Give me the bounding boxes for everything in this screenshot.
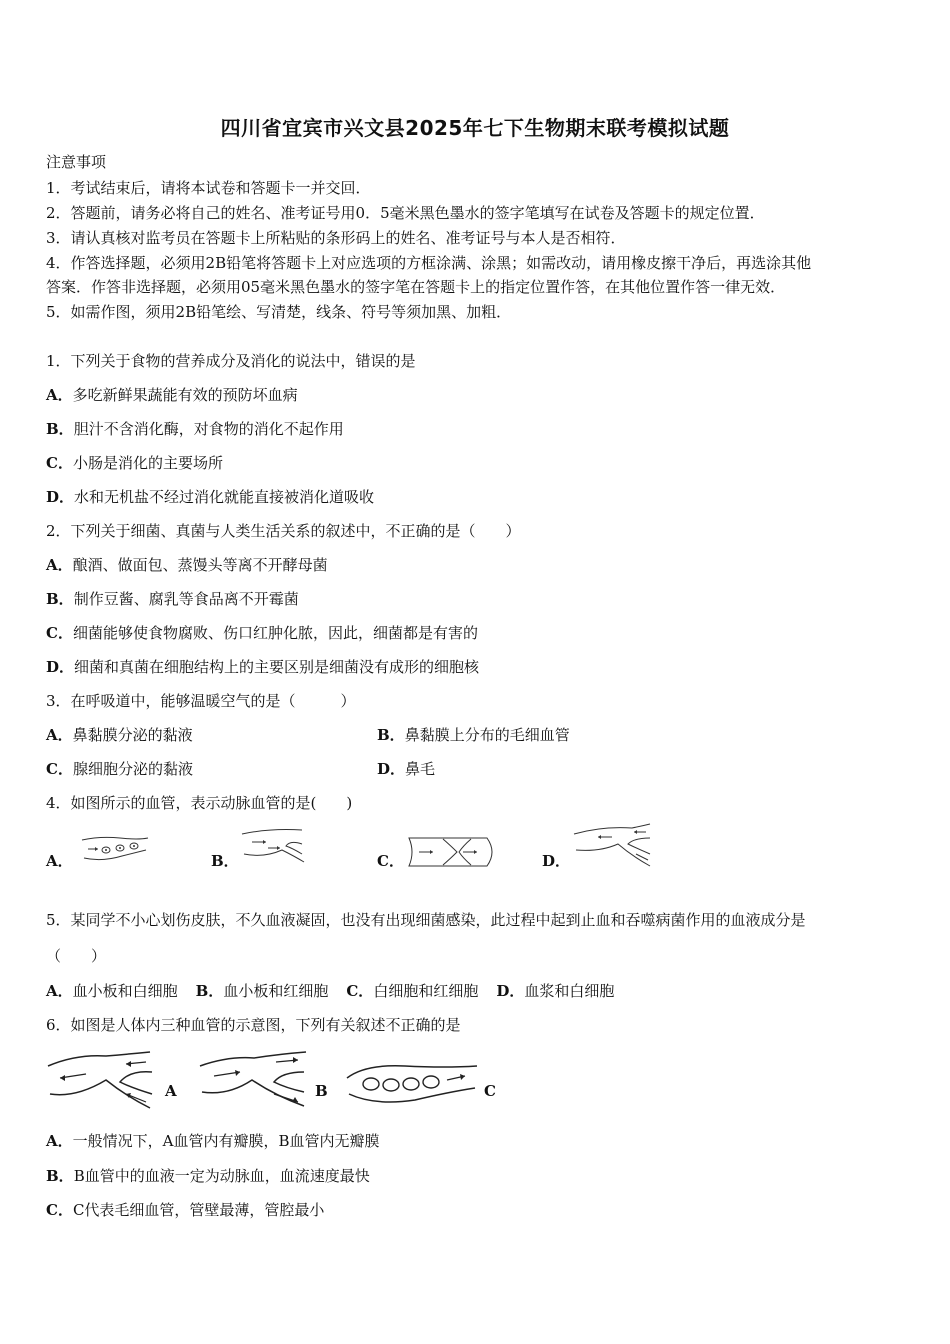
q4-option-b-label: B． xyxy=(211,852,239,870)
q5-stem: 5．某同学不小心划伤皮肤，不久血液凝固，也没有出现细菌感染，此过程中起到止血和吞噬病菌作用的血液成分是 xyxy=(46,911,806,929)
option-label: A． xyxy=(46,1132,73,1150)
option-text: 水和无机盐不经过消化就能直接被消化道吸收 xyxy=(74,488,375,506)
option-text: 细菌能够使食物腐败、伤口红肿化脓，因此，细菌都是有害的 xyxy=(72,624,478,642)
option-text: C代表毛细血管，管壁最薄，管腔最小 xyxy=(72,1201,325,1219)
q2-option-d xyxy=(46,657,479,677)
option-label: C． xyxy=(46,760,73,778)
option-label: C． xyxy=(346,982,374,1000)
option-label: D． xyxy=(377,760,406,778)
notice-item-4: 4．作答选择题，必须用2B铅笔将答题卡上对应选项的方框涂满、涂黑；如需改动，请用橡皮擦干净后，再选涂其他 xyxy=(46,254,812,272)
option-text: 血浆和白细胞 xyxy=(524,982,615,1000)
option-label: C． xyxy=(46,1201,73,1219)
notice-item-4-cont: 答案．作答非选择题，必须用05毫米黑色墨水的签字笔在答题卡上的指定位置作答，在其他位置作答一律无效． xyxy=(46,278,786,296)
q1-option-b xyxy=(46,419,344,439)
option-label: D． xyxy=(496,982,525,1000)
option-text: 胆汁不含消化酶，对食物的消化不起作用 xyxy=(73,420,344,438)
notice-item-2: 2．答题前，请务必将自己的姓名、准考证号用0．5毫米黑色墨水的签字笔填写在试卷及答题卡的规定位置． xyxy=(46,204,765,222)
option-label: D． xyxy=(46,488,75,506)
option-text: 腺细胞分泌的黏液 xyxy=(72,760,193,778)
option-label: B． xyxy=(195,982,224,1000)
q3-option-d xyxy=(377,759,435,779)
q3-option-c xyxy=(46,759,193,779)
q2-option-c xyxy=(46,623,478,643)
option-text: 血小板和白细胞 xyxy=(72,982,178,1000)
option-text: 鼻黏膜上分布的毛细血管 xyxy=(404,726,570,744)
q6-figure-a xyxy=(46,1050,158,1116)
q6-option-c xyxy=(46,1200,324,1220)
option-text: 鼻毛 xyxy=(405,760,436,778)
option-text: B血管中的血液一定为动脉血，血流速度最快 xyxy=(73,1167,370,1185)
page-title: 四川省宜宾市兴文县2025年七下生物期末联考模拟试题 xyxy=(220,116,730,140)
notice-item-1: 1．考试结束后，请将本试卷和答题卡一并交回． xyxy=(46,179,371,197)
q4-option-a-label: A． xyxy=(46,852,73,870)
option-text: 血小板和红细胞 xyxy=(223,982,329,1000)
option-text: 制作豆酱、腐乳等食品离不开霉菌 xyxy=(73,590,299,608)
option-text: 白细胞和红细胞 xyxy=(373,982,479,1000)
q4-stem: 4．如图所示的血管，表示动脉血管的是( ) xyxy=(46,794,353,812)
q2-option-b xyxy=(46,589,299,609)
option-label: D． xyxy=(46,658,75,676)
q6-figure-b xyxy=(198,1050,310,1116)
q4-figure-a xyxy=(80,834,150,874)
q2-stem: 2．下列关于细菌、真菌与人类生活关系的叙述中，不正确的是（ ） xyxy=(46,522,521,540)
q5-stem-cont: （ ） xyxy=(46,947,107,965)
option-label: A． xyxy=(46,726,73,744)
q5-options xyxy=(46,981,614,1001)
option-label: C． xyxy=(46,454,73,472)
q1-option-d xyxy=(46,487,374,507)
q1-option-c xyxy=(46,453,223,473)
option-text: 小肠是消化的主要场所 xyxy=(72,454,223,472)
q3-option-a xyxy=(46,725,193,745)
option-label: B． xyxy=(46,1167,74,1185)
q2-option-a xyxy=(46,555,328,575)
q6-figure-label-c: C xyxy=(484,1082,496,1100)
q6-stem: 6．如图是人体内三种血管的示意图，下列有关叙述不正确的是 xyxy=(46,1016,461,1034)
option-label: A． xyxy=(46,386,73,404)
notice-item-5: 5．如需作图，须用2B铅笔绘、写清楚，线条、符号等须加黑、加粗． xyxy=(46,303,512,321)
notice-item-3: 3．请认真核对监考员在答题卡上所粘贴的条形码上的姓名、准考证号与本人是否相符． xyxy=(46,229,626,247)
q6-figure-c xyxy=(345,1062,479,1110)
option-label: B． xyxy=(377,726,405,744)
q4-figure-d xyxy=(572,824,652,872)
option-text: 细菌和真菌在细胞结构上的主要区别是细菌没有成形的细胞核 xyxy=(74,658,480,676)
option-label: A． xyxy=(46,982,73,1000)
q1-option-a xyxy=(46,385,298,405)
q4-figure-c xyxy=(405,836,497,872)
option-label: B． xyxy=(46,590,74,608)
q6-figure-label-a: A xyxy=(165,1082,177,1100)
option-text: 一般情况下，A血管内有瓣膜，B血管内无瓣膜 xyxy=(72,1132,380,1150)
q4-option-d-label: D． xyxy=(542,852,571,870)
q1-stem: 1．下列关于食物的营养成分及消化的说法中，错误的是 xyxy=(46,352,416,370)
option-text: 酿酒、做面包、蒸馒头等离不开酵母菌 xyxy=(72,556,328,574)
q6-option-a xyxy=(46,1131,380,1151)
notice-heading: 注意事项 xyxy=(46,153,107,171)
option-label: A． xyxy=(46,556,73,574)
option-text: 多吃新鲜果蔬能有效的预防坏血病 xyxy=(72,386,298,404)
q3-option-b xyxy=(377,725,570,745)
q6-option-b xyxy=(46,1166,370,1186)
option-label: B． xyxy=(46,420,74,438)
option-label: C． xyxy=(46,624,73,642)
q3-stem: 3．在呼吸道中，能够温暖空气的是（ ） xyxy=(46,692,356,710)
q6-figure-label-b: B xyxy=(315,1082,328,1100)
q4-figure-b xyxy=(240,828,306,870)
option-text: 鼻黏膜分泌的黏液 xyxy=(72,726,193,744)
q4-option-c-label: C． xyxy=(377,852,404,870)
